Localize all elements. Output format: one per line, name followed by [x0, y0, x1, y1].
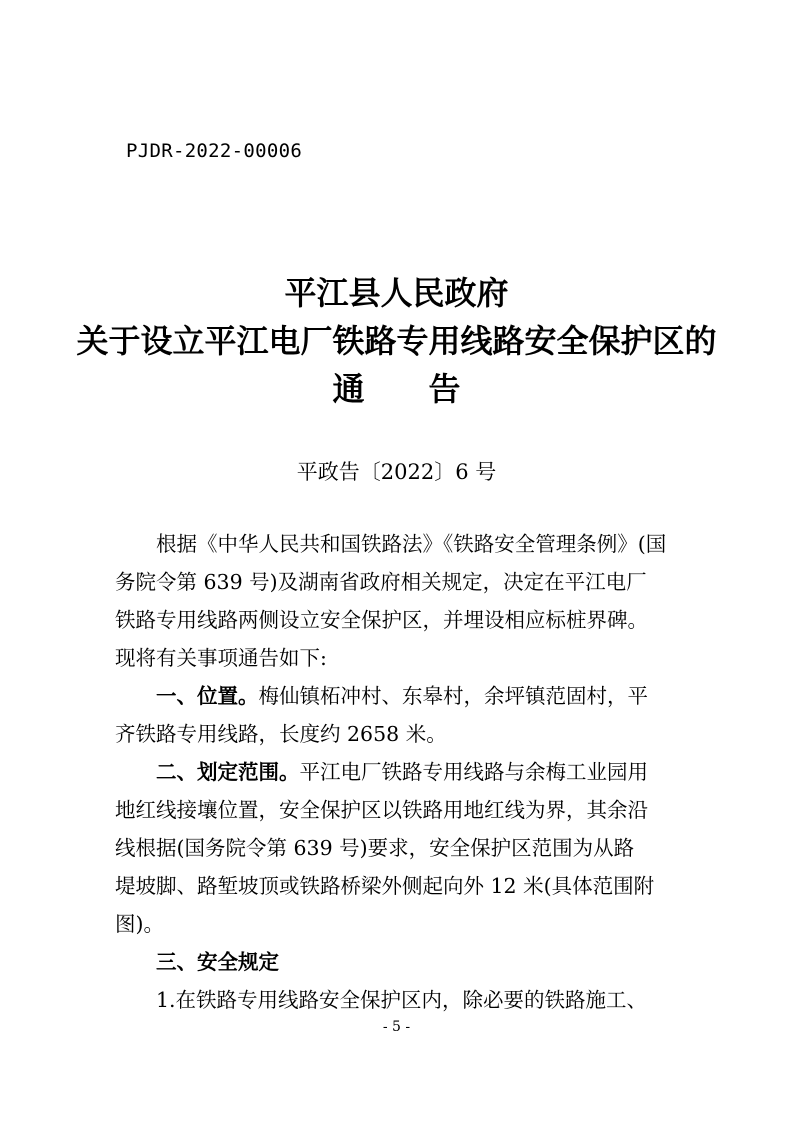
section-3-heading: 三、安全规定: [156, 950, 279, 974]
section-2-line: [156, 759, 648, 785]
page-number: - 5 -: [382, 1019, 411, 1035]
paragraph-line: 铁路专用线路两侧设立安全保护区，并埋设相应标桩界碑。: [115, 608, 648, 632]
title-notice: [0, 367, 793, 411]
section-1-line: [156, 683, 648, 709]
section-2-text: 平江电厂铁路专用线路与余梅工业园用: [299, 760, 648, 784]
section-1-heading: 一、位置。: [156, 684, 259, 708]
paragraph-line: 线根据(国务院令第 639 号)要求，安全保护区范围为从路: [115, 836, 635, 860]
title-subject: 关于设立平江电厂铁路专用线路安全保护区的: [76, 322, 717, 360]
notice-number: 平政告〔2022〕6 号: [296, 460, 497, 484]
title-issuer: 平江县人民政府: [284, 274, 509, 312]
paragraph-line: 地红线接壤位置，安全保护区以铁路用地红线为界，其余沿: [115, 798, 648, 822]
paragraph-line: 齐铁路专用线路，长度约 2658 米。: [115, 722, 447, 746]
paragraph-line: 务院令第 639 号)及湖南省政府相关规定，决定在平江电厂: [115, 570, 647, 594]
section-1-text: 梅仙镇柘冲村、东皋村，余坪镇范固村，平: [258, 684, 648, 708]
section-3-item-1: 1.在铁路专用线路安全保护区内，除必要的铁路施工、: [156, 988, 648, 1012]
paragraph-line: 现将有关事项通告如下:: [115, 646, 327, 670]
title-notice-char-1: 通: [332, 370, 365, 408]
paragraph-line: 根据《中华人民共和国铁路法》《铁路安全管理条例》(国: [156, 532, 667, 556]
section-2-heading: 二、划定范围。: [156, 760, 300, 784]
paragraph-line: 图)。: [115, 912, 164, 936]
document-number: PJDR-2022-00006: [126, 140, 303, 162]
title-notice-char-2: 告: [428, 370, 461, 408]
paragraph-line: 堤坡脚、路堑坡顶或铁路桥梁外侧起向外 12 米(具体范围附: [115, 874, 655, 898]
